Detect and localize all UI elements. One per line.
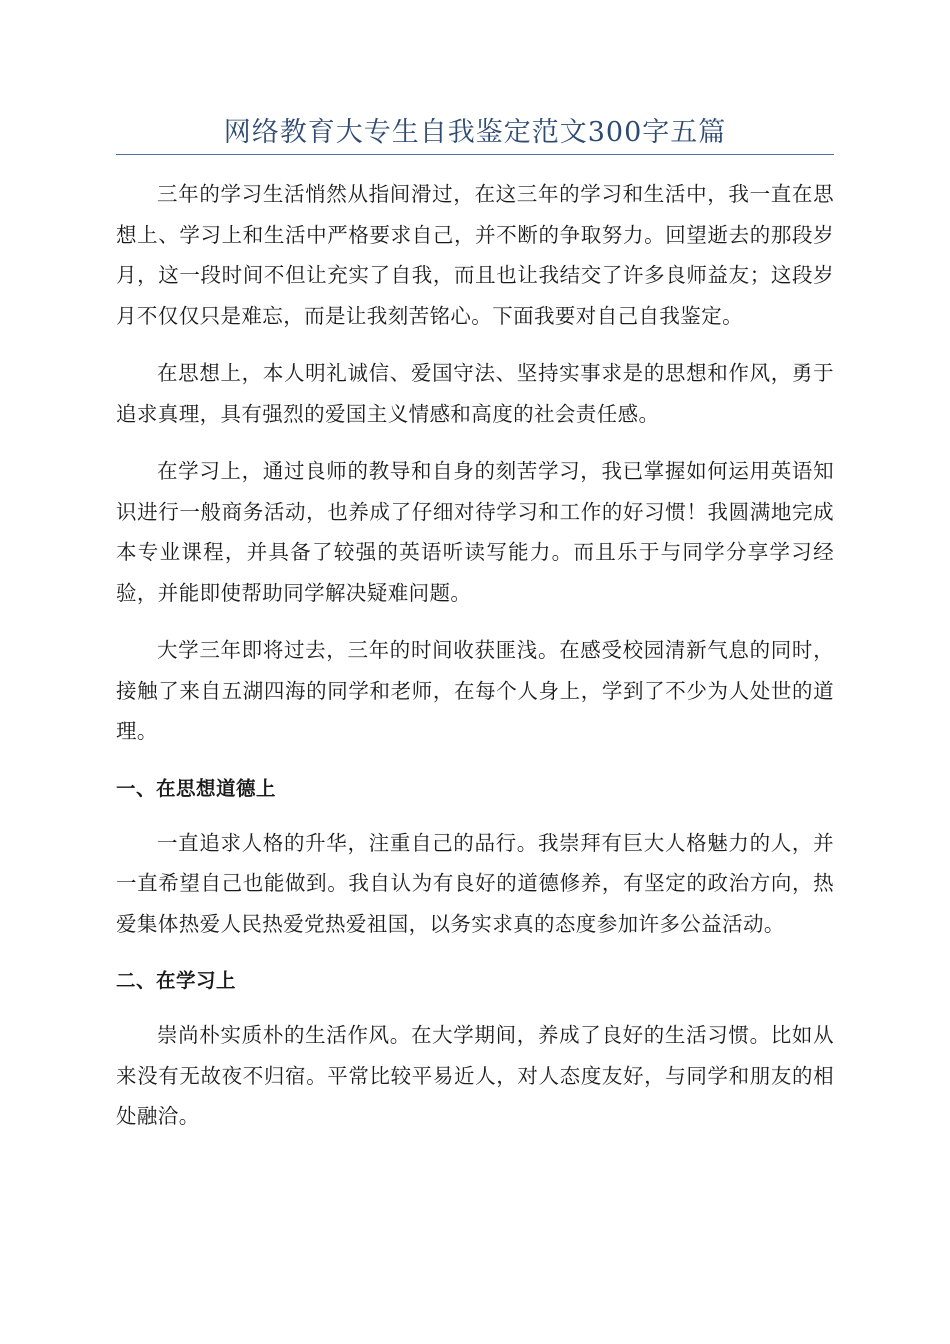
ideology-paragraph: 在思想上，本人明礼诚信、爱国守法、坚持实事求是的思想和作风，勇于追求真理，具有强烈的爱国主义情感和高度的社会责任感。 [116, 361, 834, 426]
intro-paragraph: 三年的学习生活悄然从指间滑过，在这三年的学习和生活中，我一直在思想上、学习上和生活中严格要求自己，并不断的争取努力。回望逝去的那段岁月，这一段时间不但让充实了自我，而且也让我结交了许多良师益友；这段岁月不仅仅只是难忘，而是让我刻苦铭心。下面我要对自己自我鉴定。 [116, 182, 834, 328]
title-underline [116, 154, 834, 155]
study-paragraph: 在学习上，通过良师的教导和自身的刻苦学习，我已掌握如何运用英语知识进行一般商务活动，也养成了仔细对待学习和工作的好习惯！我圆满地完成本专业课程，并具备了较强的英语听读写能力。而且乐于与同学分享学习经验，并能即使帮助同学解决疑难问题。 [116, 459, 834, 605]
summary-paragraph: 大学三年即将过去，三年的时间收获匪浅。在感受校园清新气息的同时，接触了来自五湖四海的同学和老师，在每个人身上，学到了不少为人处世的道理。 [116, 638, 834, 743]
document-title: 网络教育大专生自我鉴定范文300字五篇 [223, 117, 727, 148]
section-text-morality: 一直追求人格的升华，注重自己的品行。我崇拜有巨大人格魅力的人，并一直希望自己也能做到。我自认为有良好的道德修养，有坚定的政治方向，热爱集体热爱人民热爱党热爱祖国，以务实求真的态度参加许多公益活动。 [116, 830, 834, 936]
section-text-study: 崇尚朴实质朴的生活作风。在大学期间，养成了良好的生活习惯。比如从来没有无故夜不归宿。平常比较平易近人，对人态度友好，与同学和朋友的相处融洽。 [116, 1023, 834, 1128]
document-body [116, 174, 834, 1154]
section-heading-morality: 一、在思想道德上 [116, 776, 277, 800]
section-heading-study: 二、在学习上 [116, 969, 237, 992]
